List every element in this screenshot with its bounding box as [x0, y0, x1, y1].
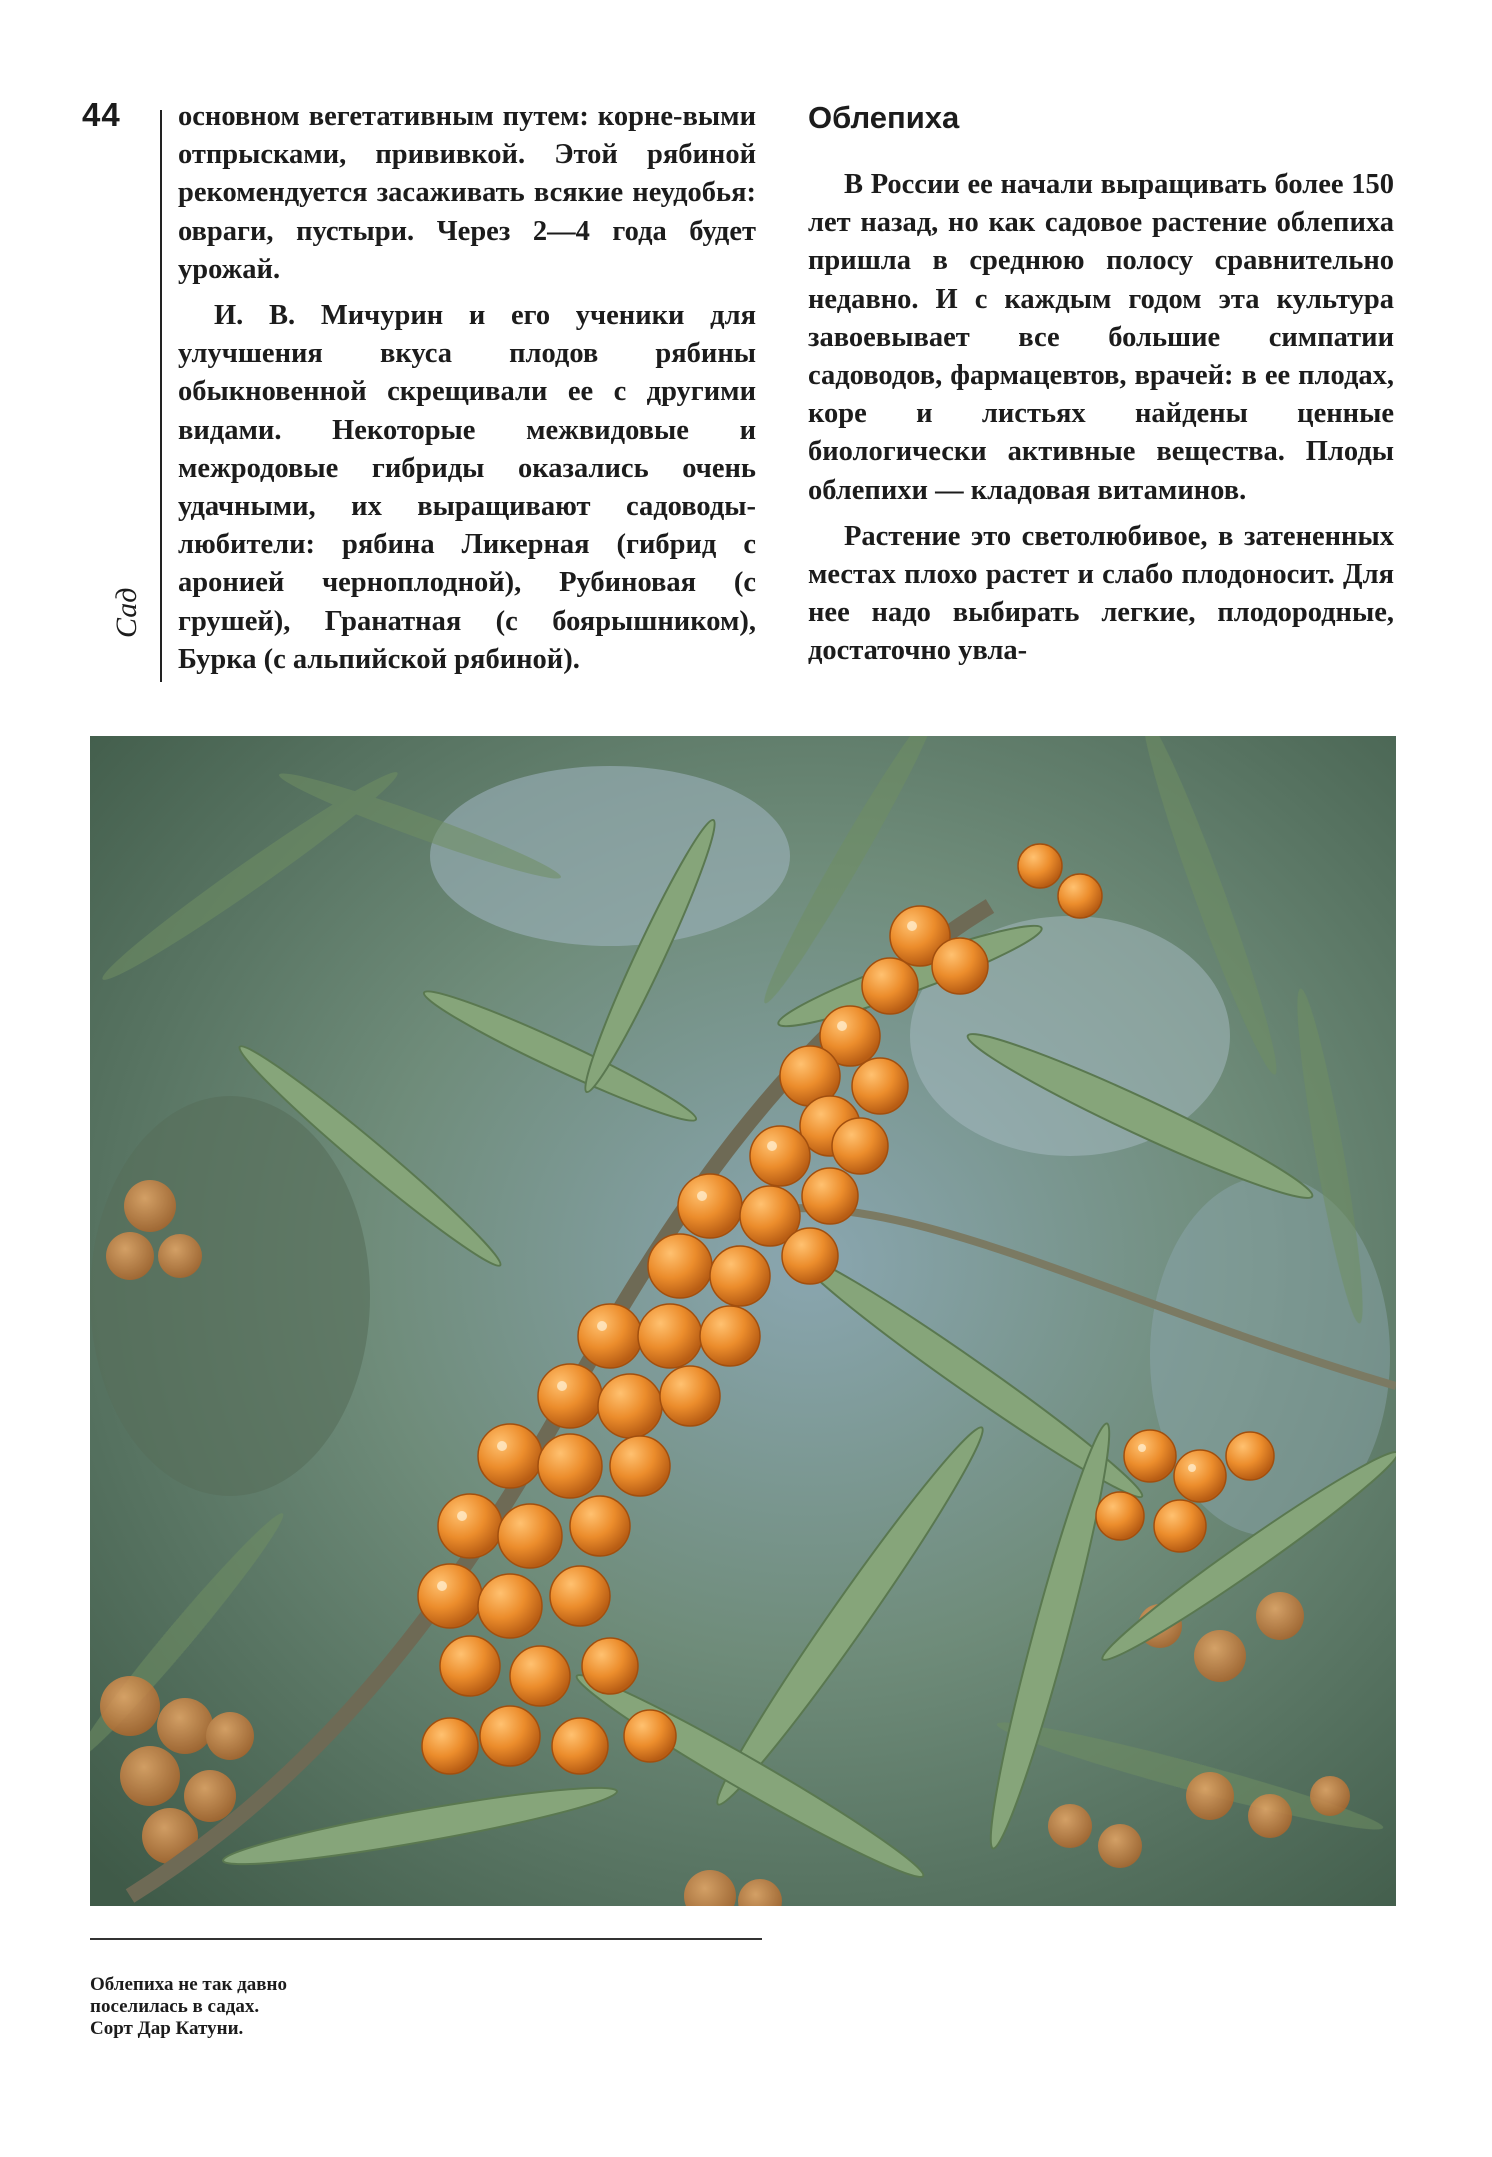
right-paragraph-1: В России ее начали выращивать более 150 лет назад, но как садовое растение облепиха пришла в среднюю полосу сравнительно недавно. И с каждым годом эта культура завоевывает все большие симпатии садоводов, фармацевтов, врачей: в ее плодах, коре и листьях найдены ценные биологически активные вещества. Плоды облепихи — кладовая витаминов.	[808, 169, 1394, 506]
article-heading: Облепиха	[808, 100, 960, 135]
section-label: Сад	[110, 587, 143, 638]
right-paragraph-2: Растение это светолюбивое, в затененных местах плохо растет и слабо плодоносит. Для нее надо выбирать легкие, плодородные, достаточно увла-	[808, 520, 1394, 667]
photo-caption	[90, 1974, 490, 2040]
page-number: 44	[82, 96, 121, 133]
right-column	[808, 98, 1394, 671]
left-column	[178, 98, 756, 679]
margin-rule	[160, 110, 162, 682]
caption-rule	[90, 1938, 762, 1940]
left-paragraph-2: И. В. Мичурин и его ученики для улучшения вкуса плодов рябины обыкновенной скрещивали ее с другими видами. Некоторые межвидовые и межродовые гибриды оказались очень удачными, их выращивают садоводы-любители: рябина Ликерная (гибрид с аронией черноплодной), Рубиновая (с грушей), Гранатная (с боярышником), Бурка (с альпийской рябиной).	[178, 300, 756, 675]
left-paragraph-1: основном вегетативным путем: корне-выми отпрысками, прививкой. Этой рябиной рекомендуется засаживать всякие неудобья: овраги, пустыри. Через 2—4 года будет урожай.	[178, 101, 756, 285]
photo-illustration	[90, 736, 1396, 1906]
caption-line-2: поселилась в садах.	[90, 1996, 260, 2017]
caption-line-3: Сорт Дар Катуни.	[90, 2018, 244, 2039]
caption-line-1: Облепиха не так давно	[90, 1974, 288, 1995]
sea-buckthorn-photo	[90, 736, 1396, 1906]
